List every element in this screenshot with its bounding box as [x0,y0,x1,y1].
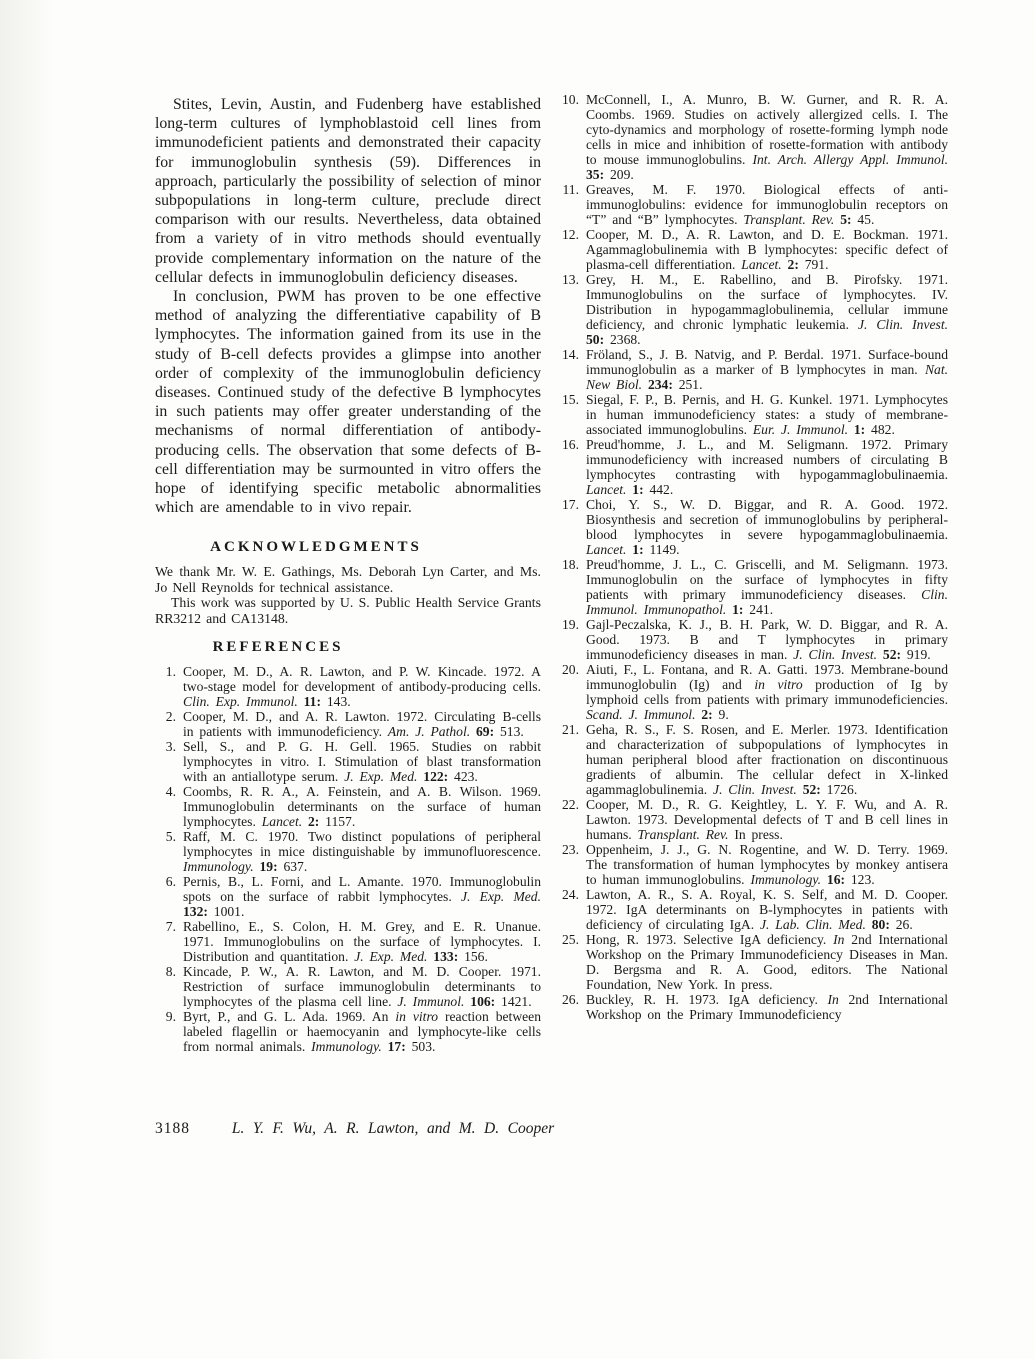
reference-text-segment: Clin. Exp. Immunol. [183,694,298,710]
page-footer [155,1120,715,1138]
reference-text-segment: 1: [732,602,744,617]
page-number: 3188 [155,1120,190,1137]
reference-text-segment: 122: [423,769,449,785]
acknowledgments-paragraph: This work was supported by U. S. Public Health Service Grants RR3212 and CA13148. [155,595,541,626]
reference-number: 11. [562,182,579,197]
reference-text-segment: 9. [712,707,729,722]
reference-text-segment: 35: [586,167,605,182]
reference-number: 17. [562,497,579,512]
reference-text-segment: 123. [845,872,875,887]
reference-text-segment: J. Exp. Med. [344,769,418,785]
reference-text-segment: 50: [586,332,605,347]
reference-text-segment: in vitro [754,677,803,692]
reference-item [155,784,541,829]
reference-number: 18. [562,557,579,572]
reference-text-segment: In press. [728,827,783,842]
reference-number: 25. [562,932,579,947]
right-column [558,92,948,1022]
reference-item [558,182,948,227]
reference-text-segment: In [827,992,839,1007]
reference-text-segment: 513. [494,724,524,740]
reference-text-segment: 2: [307,814,320,830]
reference-text-segment: reaction between labeled flagellin or haemocyanin and lymphocyte-like cells from normal animals. [183,1009,541,1055]
reference-text-segment: Hong, R. 1973. Selective IgA deficiency. [586,932,834,947]
reference-number: 20. [562,662,579,677]
reference-text-segment: 52: [882,647,902,662]
reference-text-segment: 5: [840,212,852,227]
reference-text-segment: Preud'homme, J. L., and M. Seligmann. 1972. Primary immunodeficiency with increased numbers of circulating B lymphocytes contrasting with hypogammaglobulinaemia. [586,437,948,482]
reference-text-segment: 234: [647,377,673,392]
reference-item [558,662,948,722]
reference-number: 13. [562,272,579,287]
reference-text-segment: 1: [632,482,644,497]
reference-text-segment: Preud'homme, J. L., C. Griscelli, and M. Seligmann. 1973. Immunoglobulin on the surface of lymphocytes in fifty patients with primary immunodeficiency diseases. [586,557,948,602]
reference-list-right [558,92,948,1022]
reference-text-segment: Lancet. [586,542,627,557]
reference-text-segment: Coombs, R. R. A., A. Feinstein, and A. B. Wilson. 1969. Immunoglobulin determinants on the surface of human lymphocytes. [183,784,541,830]
reference-text-segment: Sell, S., and P. G. H. Gell. 1965. Studies on rabbit lymphocytes in vitro. I. Stimulation of blast transformation with an antiallotype serum. [183,739,541,785]
reference-text-segment: in vitro [395,1009,439,1025]
reference-item [558,617,948,662]
reference-text-segment: 52: [802,782,821,797]
reference-text-segment: Byrt, P., and G. L. Ada. 1969. An [183,1009,396,1025]
reference-item [155,919,541,964]
reference-item [558,557,948,617]
reference-number: 3. [165,739,176,755]
reference-text-segment: Pernis, B., L. Forni, and L. Amante. 1970. Immunoglobulin spots on the surface of rabbit lymphocytes. [183,874,541,905]
reference-text-segment: Rabellino, E., S. Colon, H. M. Grey, and E. R. Unanue. 1971. Immunoglobulins on the surface of lymphocytes. I. Distribution and quantitation. [183,919,541,965]
reference-text-segment: 69: [476,724,495,740]
reference-text-segment: 2nd International Workshop on the Primary Immunodeficiency Diseases in Man. D. Bergsma and R. A. Good, editors. The National Foundation, New York. In press. [586,932,948,992]
reference-text-segment: Raff, M. C. 1970. Two distinct populations of peripheral lymphocytes in mice distinguishable by immunofluorescence. [183,829,541,860]
reference-text-segment: 2: [787,257,799,272]
reference-text-segment: Oppenheim, J. J., G. N. Rogentine, and W. D. Terry. 1969. The transformation of human lymphocytes by monkey antisera to human immunoglobulins. [586,842,948,887]
reference-item [558,722,948,797]
reference-text-segment: Lawton, A. R., S. A. Royal, K. S. Self, and M. D. Cooper. 1972. IgA determinants on B-lymphocytes in patients with deficiency of circulating IgA. [586,887,948,932]
reference-number: 16. [562,437,579,452]
reference-text-segment: Lancet. [586,482,627,497]
reference-text-segment: 132: [183,904,208,920]
reference-text-segment: J. Exp. Med. [354,949,428,965]
reference-number: 6. [165,874,176,890]
reference-text-segment: Immunology. [183,859,254,875]
reference-text-segment: 106: [470,994,496,1010]
reference-text-segment: Int. Arch. Allergy Appl. Immunol. [752,152,948,167]
reference-number: 10. [562,92,579,107]
reference-item [155,664,541,709]
reference-text-segment: 143. [321,694,351,710]
reference-text-segment: 482. [865,422,895,437]
reference-text-segment: Cooper, M. D., R. G. Keightley, L. Y. F. Wu, and A. R. Lawton. 1973. Developmental defects of T and B cell lines in humans. [586,797,948,842]
reference-number: 1. [165,664,176,680]
reference-item [558,842,948,887]
reference-text-segment: J. Immunol. [397,994,465,1010]
reference-item [155,964,541,1009]
reference-text-segment: Nat. New Biol. [586,362,948,392]
reference-text-segment: 2: [701,707,713,722]
reference-text-segment: Eur. J. Immunol. [752,422,849,437]
reference-text-segment: Gajl-Peczalska, K. J., B. H. Park, W. D. Biggar, and R. A. Good. 1973. B and T lymphocytes in primary immunodeficiency diseases in man. [586,617,948,662]
reference-text-segment: production of Ig by lymphoid cells from patients with primary immunodeficiencies. [586,677,948,707]
reference-text-segment: Geha, R. S., F. S. Rosen, and E. Merler. 1973. Identification and characterization of subpopulations of lymphocytes in human peripheral blood after fractionation on discontinuous gradients of albumin. The cellular defect in X-linked agammaglobulinemia. [586,722,948,797]
reference-text-segment: Grey, H. M., E. Rabellino, and B. Pirofsky. 1971. Immunoglobulins on the surface of lymphocytes. IV. Distribution in hypogammaglobulinemia, cellular immune deficiency, and chronic lymphatic leukemia. [586,272,948,332]
reference-text-segment: 1157. [319,814,356,830]
reference-item [558,272,948,347]
reference-text-segment: Kincade, P. W., A. R. Lawton, and M. D. Cooper. 1971. Restriction of surface immunoglobulin determinants to lymphocytes of the plasma cell line. [183,964,541,1010]
reference-text-segment: 19: [259,859,278,875]
reference-list-left [155,664,541,1054]
reference-number: 23. [562,842,579,857]
reference-text-segment: 791. [798,257,829,272]
reference-text-segment: 1: [853,422,866,437]
reference-text-segment: Aiuti, F., L. Fontana, and R. A. Gatti. 1973. Membrane-bound immunoglobulin (Ig) and [586,662,948,692]
reference-item [558,437,948,497]
reference-item [558,797,948,842]
reference-number: 8. [165,964,176,980]
reference-text-segment: Cooper, M. D., A. R. Lawton, and D. E. Bockman. 1971. Agammaglobulinemia with B lymphocytes: specific defect of plasma-cell differentiation. [586,227,948,272]
running-title: L. Y. F. Wu, A. R. Lawton, and M. D. Cooper [231,1120,555,1137]
body-paragraph: In conclusion, PWM has proven to be one effective method of analyzing the differentiative capability of B lymphocytes. The information gained from its use in the study of B-cell defects provides a glimpse into another order of complexity of the immunoglobulin deficiency diseases. Continued study of the defective B lymphocytes in such patients may offer greater understanding of the mechanisms of normal differentiation of antibody-producing cells. The observation that some defects of B-cell differentiation may be surmounted in vitro offers the hope of identifying specific metabolic abnormalities which are amendable to in vivo repair. [155,288,541,517]
reference-text-segment: 241. [743,602,774,617]
reference-item [155,709,541,739]
reference-text-segment: 2nd International Workshop on the Primary Immunodeficiency [586,992,948,1022]
reference-text-segment: 26. [889,917,913,932]
reference-text-segment: 133: [433,949,459,965]
reference-item [558,392,948,437]
reference-item [155,829,541,874]
references-heading: REFERENCES [212,639,344,656]
reference-text-segment: 1149. [643,542,680,557]
reference-number: 15. [562,392,579,407]
reference-number: 12. [562,227,579,242]
reference-text-segment: Transplant. Rev. [637,827,729,842]
reference-text-segment: Cooper, M. D., A. R. Lawton, and P. W. Kincade. 1972. A two-stage model for development of antibody-producing cells. [183,664,541,695]
reference-text-segment: Transplant. Rev. [743,212,835,227]
reference-text-segment: J. Clin. Invest. [713,782,797,797]
reference-text-segment: 17: [387,1039,406,1055]
reference-text-segment: Immunology. [311,1039,382,1055]
reference-text-segment: Fröland, S., J. B. Natvig, and P. Berdal. 1971. Surface-bound immunoglobulin as a marker of B lymphocytes in man. [586,347,948,377]
reference-number: 21. [562,722,579,737]
reference-text-segment: Scand. J. Immunol. [586,707,696,722]
reference-item [155,1009,541,1054]
reference-text-segment: 156. [458,949,488,965]
reference-text-segment: 1421. [495,994,532,1010]
reference-text-segment: Lancet. [261,814,303,830]
reference-number: 7. [165,919,176,935]
reference-text-segment: Cooper, M. D., and A. R. Lawton. 1972. Circulating B-cells in patients with immunodeficiency. [183,709,541,740]
reference-text-segment: 16: [826,872,846,887]
reference-item [558,347,948,392]
body-paragraph: Stites, Levin, Austin, and Fudenberg have established long-term cultures of lymphoblastoid cell lines from immunodeficient patients and demonstrated their capacity for immunoglobulin synthesis (59). Differences in approach, particularly the possibility of selection of minor subpopulations in long-term culture, preclude direct comparison with our results. Nevertheless, data obtained from a variety of in vitro methods should eventually provide complementary information on the nature of the cellular defects in immunoglobulin deficiency diseases. [155,96,541,286]
reference-item [558,227,948,272]
reference-number: 14. [562,347,579,362]
reference-text-segment: 423. [448,769,478,785]
reference-item [558,992,948,1022]
reference-text-segment: Choi, Y. S., W. D. Biggar, and R. A. Good. 1972. Biosynthesis and secretion of immunoglobulins by peripheral-blood lymphocytes in severe hypogammaglobulinaemia. [586,497,948,542]
reference-number: 2. [165,709,176,725]
reference-text-segment: Lancet. [741,257,782,272]
reference-text-segment: J. Exp. Med. [461,889,542,905]
reference-text-segment: 80: [871,917,890,932]
reference-text-segment: 251. [672,377,703,392]
reference-number: 5. [165,829,176,845]
reference-item [558,92,948,182]
reference-text-segment: 11: [303,694,322,710]
reference-text-segment: 503. [405,1039,436,1055]
left-column [155,95,541,1054]
reference-text-segment: 45. [851,212,875,227]
reference-text-segment: 1001. [207,904,245,920]
reference-number: 26. [562,992,579,1007]
reference-text-segment: 1726. [820,782,858,797]
reference-item [558,887,948,932]
reference-number: 19. [562,617,579,632]
reference-text-segment: Clin. Immunol. Immunopathol. [586,587,948,617]
reference-number: 24. [562,887,579,902]
reference-text-segment: 2368. [604,332,641,347]
reference-text-segment: 919. [901,647,931,662]
reference-text-segment: McConnell, I., A. Munro, B. W. Gurner, and R. R. A. Coombs. 1969. Studies on actively allergized cells. I. The cyto-dynamics and morphology of rosette-forming lymph node cells in mice and inhibition of rosette-formation with antibody to mouse immunoglobulins. [586,92,948,167]
reference-text-segment: 442. [643,482,674,497]
reference-text-segment: Greaves, M. F. 1970. Biological effects of anti-immunoglobulins: evidence for immunoglobulin receptors on “T” and “B” lymphocytes. [586,182,948,227]
reference-text-segment: Buckley, R. H. 1973. IgA deficiency. [586,992,828,1007]
reference-text-segment: J. Lab. Clin. Med. [759,917,866,932]
reference-text-segment: 1: [632,542,644,557]
reference-number: 4. [165,784,176,800]
reference-number: 22. [562,797,579,812]
reference-text-segment: In [833,932,845,947]
reference-text-segment: 637. [277,859,308,875]
reference-text-segment: 209. [604,167,634,182]
acknowledgments-heading: ACKNOWLEDGMENTS [210,539,422,556]
reference-text-segment: Immunology. [750,872,822,887]
reference-number: 9. [165,1009,176,1025]
reference-item [558,932,948,992]
reference-text-segment: J. Clin. Invest. [793,647,878,662]
reference-item [558,497,948,557]
reference-item [155,739,541,784]
reference-text-segment: Siegal, F. P., B. Pernis, and H. G. Kunkel. 1971. Lymphocytes in human immunodeficiency states: a study of membrane-associated immunoglobulins. [586,392,948,437]
reference-item [155,874,541,919]
acknowledgments-paragraph: We thank Mr. W. E. Gathings, Ms. Deborah Lyn Carter, and Ms. Jo Nell Reynolds for technical assistance. [155,564,541,595]
reference-text-segment: Am. J. Pathol. [387,724,471,740]
reference-text-segment: J. Clin. Invest. [857,317,948,332]
